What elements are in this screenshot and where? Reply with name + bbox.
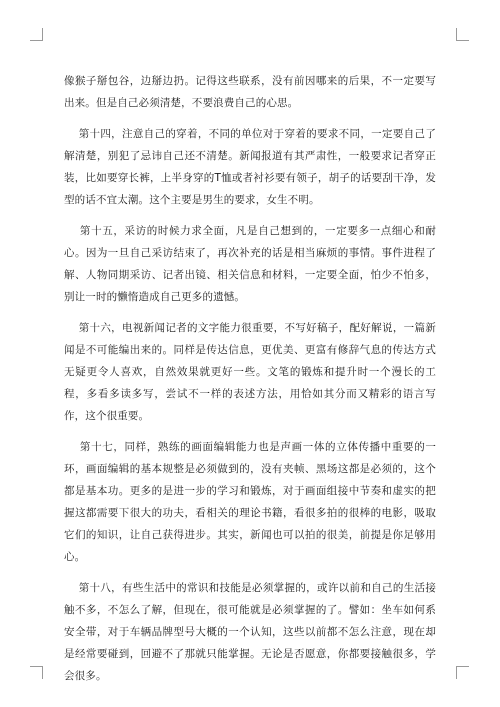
crop-mark-top-left bbox=[30, 28, 43, 41]
paragraph-continuation: 像猴子掰包谷，边掰边扔。记得这些联系，没有前因哪来的后果，不一定要写出来。但是自己必须清楚，不要浪费自己的心思。 bbox=[64, 75, 436, 109]
document-body bbox=[64, 70, 436, 696]
paragraph-item-16: 第十六，电视新闻记者的文字能力很重要，不写好稿子，配好解说，一篇新闻是不可能编出来的。同样是传达信息，更优美、更富有修辞气息的传达方式无疑更令人喜欢，自然效果就更好一些。文笔的锻炼和提升时一个漫长的工程，多看多读多写，尝试不一样的表述方法，用恰如其分而又精彩的语言写作，这个很重要。 bbox=[64, 322, 436, 422]
crop-mark-bottom-left bbox=[30, 666, 43, 679]
paragraph-item-15: 第十五，采访的时候力求全面，凡是自己想到的，一定要多一点细心和耐心。因为一旦自己采访结束了，再次补充的话是相当麻烦的事情。事件进程了解、人物同期采访、记者出镜、相关信息和材料，一定要全面，怕少不怕多，别让一时的懒惰造成自己更多的遗憾。 bbox=[64, 225, 436, 303]
paragraph-item-18: 第十八，有些生活中的常识和技能是必须掌握的，或许以前和自己的生活接触不多，不怎么了解，但现在，很可能就是必须掌握的了。譬如：坐车如何系安全带，对于车辆品牌型号大概的一个认知，这些以前都不怎么注意，现在却是经常要碰到，回避不了那就只能掌握。无论是否愿意，你都要接触很多，学会很多。 bbox=[64, 582, 436, 682]
crop-mark-bottom-right bbox=[456, 666, 469, 679]
crop-mark-top-right bbox=[456, 28, 469, 41]
paragraph-item-17: 第十七，同样，熟练的画面编辑能力也是声画一体的立体传播中重要的一环，画面编辑的基本规整是必须做到的，没有夹帧、黑场这都是必须的，这个都是基本功。更多的是进一步的学习和锻炼，对于画面组接中节奏和虚实的把握这都需要下很大的功夫，看相关的理论书籍，看很多拍的很棒的电影，吸取它们的知识，让自己获得进步。其实，新闻也可以拍的很美，前提是你足够用心。 bbox=[64, 441, 436, 563]
paragraph-item-14: 第十四，注意自己的穿着，不同的单位对于穿着的要求不同，一定要自己了解清楚，别犯了忌讳自己还不清楚。新闻报道有其严肃性，一般要求记者穿正装，比如要穿长裤，上半身穿的T恤或者衬衫要有领子，胡子的话要刮干净，发型的话不宜太潮。这个主要是男生的要求，女生不明。 bbox=[64, 128, 436, 206]
